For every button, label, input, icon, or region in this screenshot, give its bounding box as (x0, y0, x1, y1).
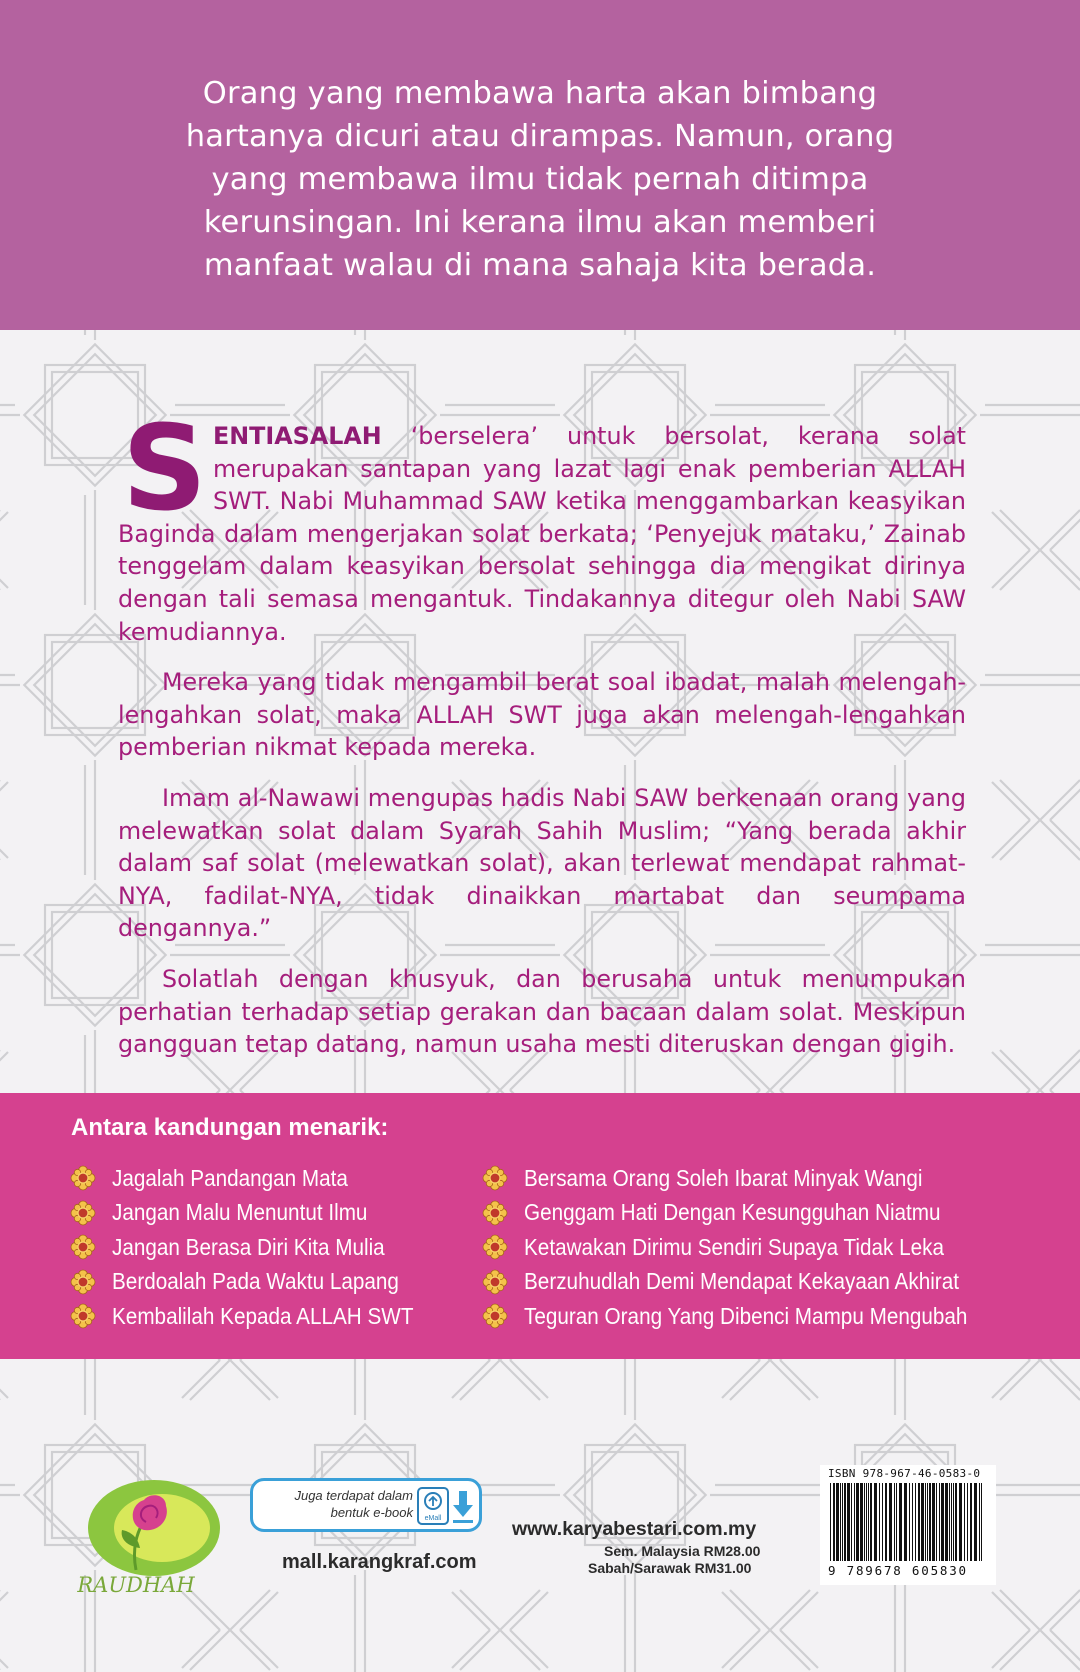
barcode-bar (941, 1483, 944, 1561)
ornament-flower-icon (482, 1269, 508, 1295)
ornament-flower-icon (70, 1165, 96, 1191)
ornament-flower-icon (482, 1303, 508, 1329)
barcode-bar (939, 1483, 940, 1561)
barcode-bar (870, 1483, 872, 1561)
barcode-bar (879, 1483, 880, 1561)
list-item: Berdoalah Pada Waktu Lapang (70, 1265, 447, 1300)
list-item: Jangan Berasa Diri Kita Mulia (70, 1230, 447, 1265)
ornament-flower-icon (70, 1200, 96, 1226)
barcode-bar (979, 1483, 980, 1561)
barcode-bar (936, 1483, 937, 1561)
barcode-bar (953, 1483, 954, 1561)
ornament-flower-icon (70, 1234, 96, 1260)
ornament-flower-icon (70, 1269, 96, 1295)
barcode-bar (949, 1483, 950, 1561)
barcode-bar (951, 1483, 952, 1561)
barcode-bar (904, 1483, 907, 1561)
barcode-bar (967, 1483, 968, 1561)
barcode-bar (885, 1483, 887, 1561)
website-link[interactable]: www.karyabestari.com.my (512, 1518, 757, 1540)
barcode-bar (929, 1483, 931, 1561)
barcode-bar (854, 1483, 855, 1561)
drop-cap: S (122, 399, 207, 537)
ornament-flower-icon (70, 1303, 96, 1329)
barcode-bar (868, 1483, 869, 1561)
barcode-bar (981, 1483, 982, 1561)
list-item: Ketawakan Dirimu Sendiri Supaya Tidak Leka (482, 1230, 1017, 1265)
ebook-text: Juga terdapat dalam bentuk e-book (294, 1488, 413, 1520)
contents-heading: Antara kandungan menarik: (71, 1114, 389, 1141)
barcode-bar (864, 1483, 865, 1561)
barcode-bar (894, 1483, 895, 1561)
barcode-bar (844, 1483, 846, 1561)
list-item: Genggam Hati Dengan Kesungguhan Niatmu (482, 1196, 1017, 1231)
barcode-bar (912, 1483, 913, 1561)
barcode-bar (840, 1483, 841, 1561)
ornament-flower-icon (482, 1165, 508, 1191)
barcode-bar (856, 1483, 859, 1561)
isbn-barcode (820, 1465, 996, 1585)
barcode-bar (932, 1483, 935, 1561)
list-item: Bersama Orang Soleh Ibarat Minyak Wangi (482, 1161, 1017, 1196)
paragraph-3: Imam al-Nawawi mengupas hadis Nabi SAW berkenaan orang yang melewatkan solat dalam Syarah Sahih Muslim; “Yang berada akhir dalam saf solat (melewatkan solat), akan terlewat mendapat rahmat-NYA, fadilat-NYA, tidak dinaikkan martabat dan seumpama dengannya.” (118, 783, 966, 943)
barcode-bar (866, 1483, 867, 1561)
barcode-bar (945, 1483, 948, 1561)
barcode-bar (927, 1483, 928, 1561)
barcode-bar (847, 1483, 850, 1561)
paragraph-1 (118, 399, 966, 648)
barcode-bar (964, 1483, 965, 1561)
barcode-bar (836, 1483, 839, 1561)
barcode-bar (955, 1483, 957, 1561)
barcode-bar (909, 1483, 910, 1561)
barcode-bar (889, 1483, 892, 1561)
barcode-digits: 9 789678 605830 (828, 1563, 968, 1578)
logo-text: RAUDHAH (77, 1573, 195, 1597)
contents-list-left (70, 1161, 447, 1334)
contents-list-right (482, 1161, 1017, 1334)
quote-text: Orang yang membawa harta akan bimbang hartanya dicuri atau dirampas. Namun, orang yang membawa ilmu tidak pernah ditimpa kerunsingan. Ini kerana ilmu akan memberi manfaat walau di mana sahaja kita berada. (185, 76, 895, 283)
barcode-bar (970, 1483, 972, 1561)
emall-icon (417, 1487, 449, 1525)
barcode-graphic (828, 1483, 988, 1561)
barcode-bar (899, 1483, 902, 1561)
synopsis-body (118, 399, 966, 1079)
lead-word: ENTIASALAH (213, 422, 382, 450)
barcode-bar (851, 1483, 852, 1561)
list-item: Berzuhudlah Demi Mendapat Kekayaan Akhirat (482, 1265, 1017, 1300)
price-sabah-sarawak: Sabah/Sarawak RM31.00 (588, 1560, 752, 1576)
paragraph-2: Mereka yang tidak mengambil berat soal ibadat, malah melengah-lengahkan solat, maka ALLAH SWT juga akan melengah-lengahkan pemberian nikmat kepada mereka. (118, 668, 966, 762)
ebook-badge[interactable] (250, 1478, 482, 1532)
paragraph-4: Solatlah dengan khusyuk, dan berusaha untuk menumpukan perhatian terhadap setiap gerakan dan bacaan dalam solat. Meskipun gangguan tetap datang, namun usaha mesti diteruskan dengan gigih. (118, 964, 966, 1059)
ornament-flower-icon (482, 1200, 508, 1226)
publisher-logo (66, 1470, 226, 1600)
barcode-bar (974, 1483, 977, 1561)
barcode-bar (959, 1483, 962, 1561)
download-arrow-icon (451, 1489, 475, 1525)
list-item: Kembalilah Kepada ALLAH SWT (70, 1299, 447, 1334)
barcode-bar (882, 1483, 883, 1561)
barcode-bar (915, 1483, 916, 1561)
price-malaysia: Sem. Malaysia RM28.00 (604, 1543, 761, 1559)
ornament-flower-icon (482, 1234, 508, 1260)
list-item: Jangan Malu Menuntut Ilmu (70, 1196, 447, 1231)
barcode-bar (842, 1483, 843, 1561)
list-item: Teguran Orang Yang Dibenci Mampu Mengubah (482, 1299, 1017, 1334)
list-item: Jagalah Pandangan Mata (70, 1161, 447, 1196)
mall-link[interactable]: mall.karangkraf.com (282, 1551, 477, 1573)
barcode-bar (921, 1483, 924, 1561)
barcode-bar (896, 1483, 897, 1561)
barcode-bar (925, 1483, 926, 1561)
barcode-bar (874, 1483, 877, 1561)
isbn-text: ISBN 978-967-46-0583-0 (828, 1467, 981, 1480)
barcode-bar (918, 1483, 920, 1561)
barcode-bar (830, 1483, 831, 1561)
paragraph-1-text: ‘berselera’ untuk bersolat, kerana solat merupakan santapan yang lazat lagi enak pemberian ALLAH SWT. Nabi Muhammad SAW ketika menggambarkan keasyikan Baginda dalam mengerjakan solat berkata; ‘Penyejuk mataku,’ Zainab tenggelam dalam keasyikan bersolat sehingga dia mengikat dirinya dengan tali semasa mengantuk. Tindakannya ditegur oleh Nabi SAW kemudiannya. (118, 422, 966, 646)
barcode-bar (833, 1483, 835, 1561)
barcode-bar (860, 1483, 863, 1561)
svg-text:eMall: eMall (424, 1515, 442, 1522)
